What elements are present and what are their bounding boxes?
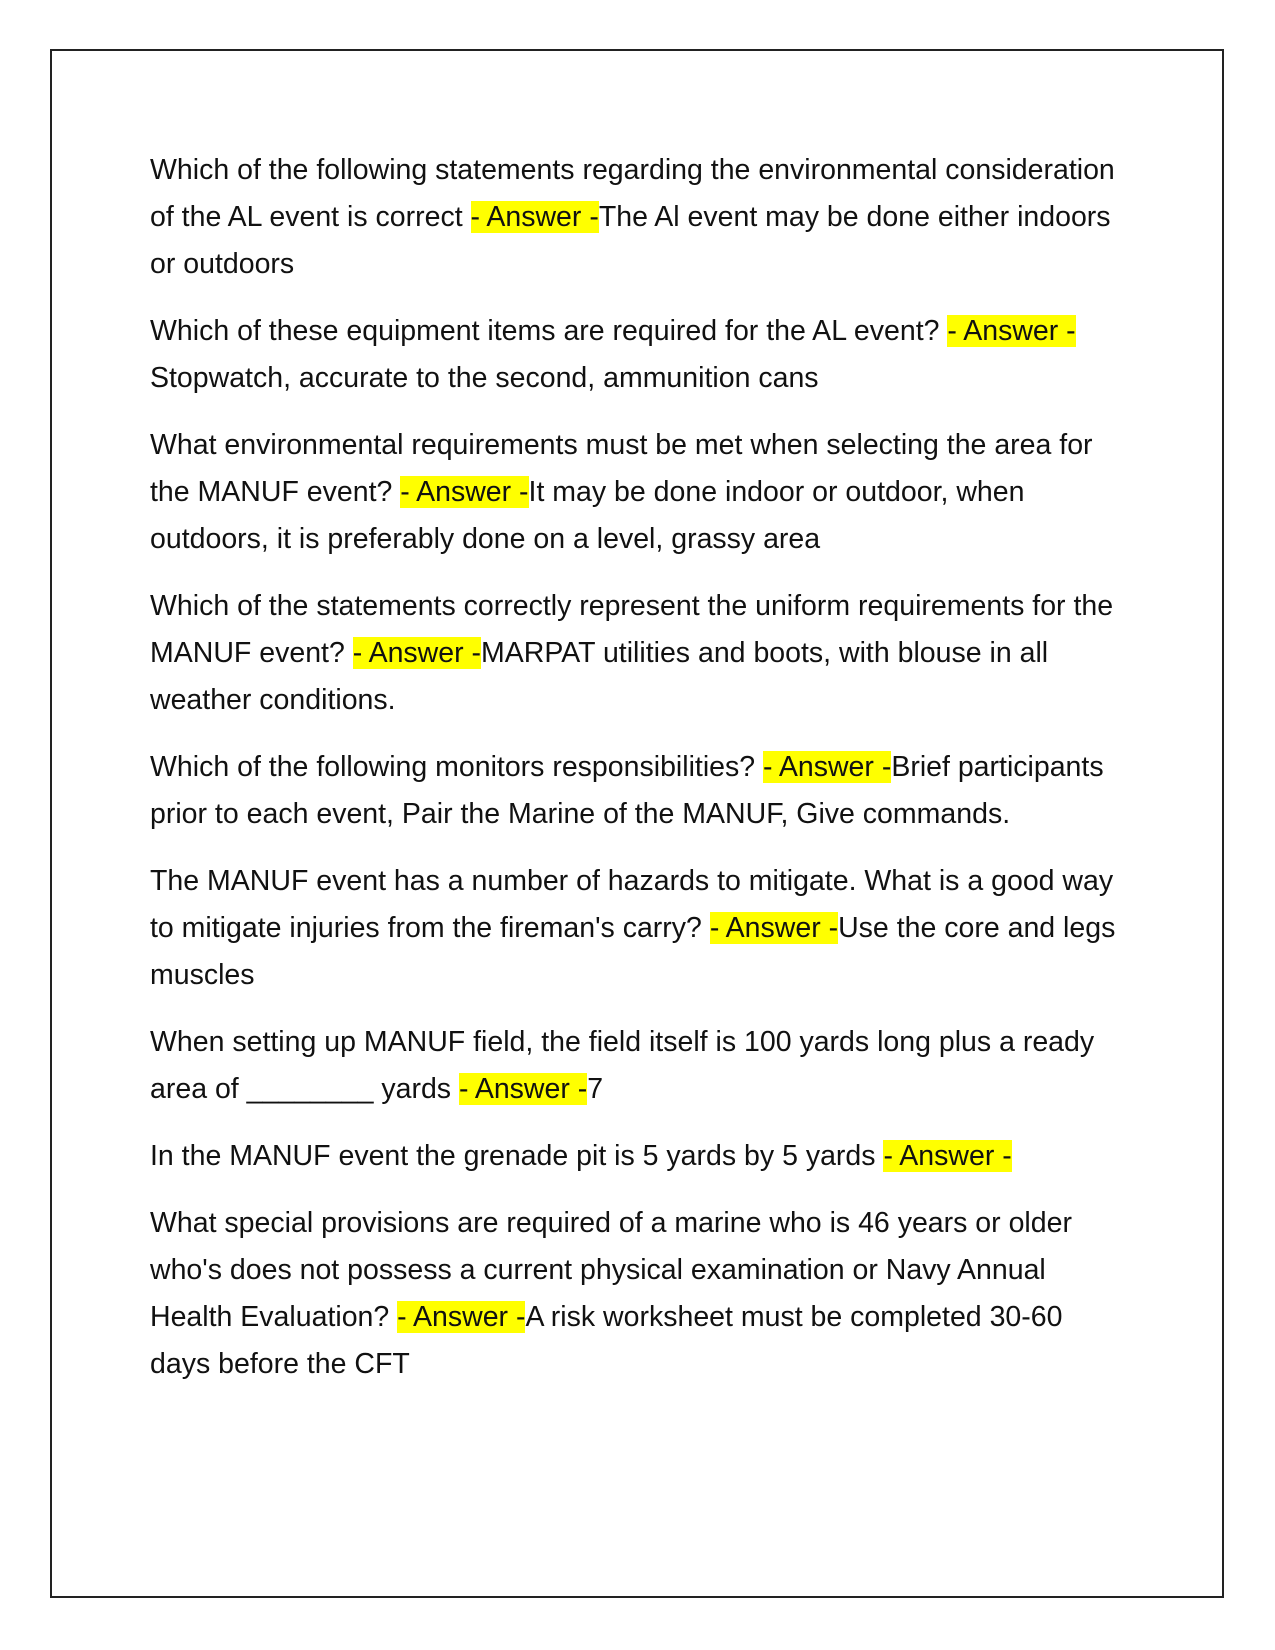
qa-item-6 — [150, 858, 1125, 999]
answer-text: The Al event may be done either indoors or outdoors — [150, 201, 1111, 280]
qa-item-8 — [150, 1133, 1125, 1180]
answer-text: Stopwatch, accurate to the second, ammunition cans — [150, 362, 819, 394]
qa-item-5 — [150, 744, 1125, 838]
answer-marker: - Answer - — [883, 1140, 1012, 1172]
answer-text: MARPAT utilities and boots, with blouse in all weather conditions. — [150, 637, 1049, 716]
qa-item-2 — [150, 308, 1125, 402]
question-text: Which of the statements correctly represent the uniform requirements for the MANUF event? — [150, 590, 1114, 669]
answer-text: Brief participants prior to each event, Pair the Marine of the MANUF, Give commands. — [150, 751, 1104, 830]
qa-item-4 — [150, 583, 1125, 724]
qa-item-7 — [150, 1019, 1125, 1113]
qa-item-9 — [150, 1200, 1125, 1388]
question-text: What environmental requirements must be met when selecting the area for the MANUF event? — [150, 429, 1093, 508]
question-text: In the MANUF event the grenade pit is 5 yards by 5 yards — [150, 1140, 884, 1172]
answer-marker: - Answer - — [400, 476, 529, 508]
answer-marker: - Answer - — [397, 1301, 526, 1333]
question-text: Which of the following monitors responsibilities? — [150, 751, 764, 783]
answer-text: A risk worksheet must be completed 30-60 days before the CFT — [150, 1301, 1063, 1380]
question-text: What special provisions are required of a marine who is 46 years or older who's does not possess a current physical examination or Navy Annual Health Evaluation? — [150, 1207, 1072, 1333]
answer-marker: - Answer - — [763, 751, 892, 783]
answer-marker: - Answer - — [458, 1073, 588, 1105]
question-text: Which of the following statements regarding the environmental consideration of the AL event is correct — [150, 154, 1115, 233]
answer-text: Use the core and legs muscles — [150, 912, 1116, 991]
question-text: Which of these equipment items are required for the AL event? — [150, 315, 948, 347]
qa-item-3 — [150, 422, 1125, 563]
document-body — [150, 147, 1125, 1408]
answer-text: 7 — [587, 1073, 604, 1105]
question-text: The MANUF event has a number of hazards to mitigate. What is a good way to mitigate injuries from the fireman's carry? — [150, 865, 1114, 944]
answer-marker: - Answer - — [470, 201, 599, 233]
qa-item-1 — [150, 147, 1125, 288]
answer-marker: - Answer - — [947, 315, 1076, 347]
answer-marker: - Answer - — [352, 637, 482, 669]
answer-text: It may be done indoor or outdoor, when outdoors, it is preferably done on a level, grassy area — [150, 476, 1025, 555]
question-text: When setting up MANUF field, the field itself is 100 yards long plus a ready area of ________ yards — [150, 1026, 1095, 1105]
answer-marker: - Answer - — [709, 912, 839, 944]
